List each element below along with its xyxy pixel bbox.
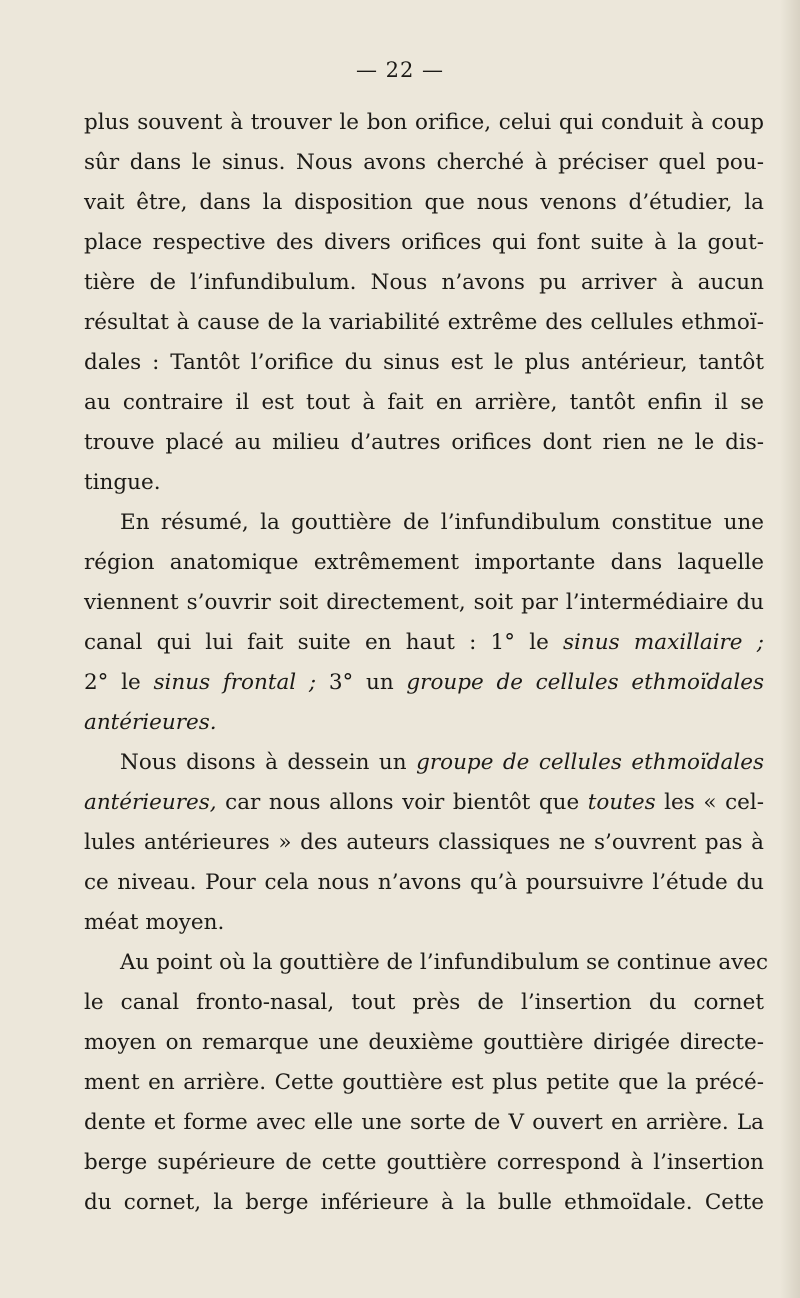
italic-term: groupe de cellules ethmoïdales bbox=[416, 750, 764, 775]
text-line: Au point où la gouttière de l’infundibulum se continue avec bbox=[120, 950, 769, 975]
italic-term: groupe de cellules ethmoïdales bbox=[406, 670, 764, 695]
text-line: plus souvent à trouver le bon orifice, celui qui conduit à coup bbox=[84, 110, 764, 135]
text-line: viennent s’ouvrir soit directement, soit par l’intermédiaire du bbox=[84, 590, 764, 615]
text-line: au contraire il est tout à fait en arrière, tantôt enfin il se bbox=[84, 390, 764, 415]
text-line: le canal fronto-nasal, tout près de l’insertion du cornet bbox=[84, 990, 764, 1015]
italic-term: sinus frontal ; bbox=[153, 670, 317, 695]
italic-term: antérieures. bbox=[84, 710, 217, 735]
text-line: vait être, dans la disposition que nous venons d’étudier, la bbox=[84, 190, 764, 215]
text-line: ce niveau. Pour cela nous n’avons qu’à poursuivre l’étude du bbox=[84, 870, 764, 895]
text-line: dales : Tantôt l’orifice du sinus est le plus antérieur, tantôt bbox=[84, 350, 764, 375]
page-number: — 22 — bbox=[355, 58, 445, 82]
text-line: méat moyen. bbox=[84, 910, 225, 935]
paragraph-2 bbox=[84, 503, 764, 743]
text-run: car nous allons voir bientôt que bbox=[216, 790, 588, 815]
paragraph-4 bbox=[84, 943, 769, 1223]
paragraph-3 bbox=[84, 743, 764, 943]
text-line: du cornet, la berge inférieure à la bulle ethmoïdale. Cette bbox=[84, 1190, 764, 1215]
paragraph-1 bbox=[84, 103, 764, 503]
text-line: tingue. bbox=[84, 470, 161, 495]
body-text bbox=[84, 103, 769, 1223]
text-line bbox=[84, 703, 764, 743]
text-run: les « cel- bbox=[655, 790, 764, 815]
text-line: moyen on remarque une deuxième gouttière dirigée directe- bbox=[84, 1030, 764, 1055]
text-line: trouve placé au milieu d’autres orifices dont rien ne le dis- bbox=[84, 430, 764, 455]
text-line: berge supérieure de cette gouttière correspond à l’insertion bbox=[84, 1150, 764, 1175]
text-run: 2° le bbox=[84, 670, 154, 695]
text-run: canal qui lui fait suite en haut : 1° le bbox=[84, 630, 564, 655]
text-line bbox=[84, 783, 764, 823]
text-line: ment en arrière. Cette gouttière est plus petite que la précé- bbox=[84, 1070, 764, 1095]
text-run: 3° un bbox=[316, 670, 407, 695]
text-line: place respective des divers orifices qui font suite à la gout- bbox=[84, 230, 764, 255]
text-line: sûr dans le sinus. Nous avons cherché à préciser quel pou- bbox=[84, 150, 764, 175]
text-line: tière de l’infundibulum. Nous n’avons pu arriver à aucun bbox=[84, 270, 764, 295]
text-line bbox=[84, 623, 764, 663]
italic-term: antérieures, bbox=[84, 790, 217, 815]
text-line: lules antérieures » des auteurs classiques ne s’ouvrent pas à bbox=[84, 830, 764, 855]
text-line bbox=[84, 663, 764, 703]
text-run: Nous disons à dessein un bbox=[120, 750, 417, 775]
text-line bbox=[84, 743, 764, 783]
text-line: dente et forme avec elle une sorte de V ouvert en arrière. La bbox=[84, 1110, 764, 1135]
italic-term: sinus maxillaire ; bbox=[563, 630, 764, 655]
italic-term: toutes bbox=[587, 790, 656, 815]
text-line: résultat à cause de la variabilité extrême des cellules ethmoï- bbox=[84, 310, 764, 335]
text-line: En résumé, la gouttière de l’infundibulum constitue une bbox=[120, 510, 764, 535]
text-line: région anatomique extrêmement importante dans laquelle bbox=[84, 550, 764, 575]
